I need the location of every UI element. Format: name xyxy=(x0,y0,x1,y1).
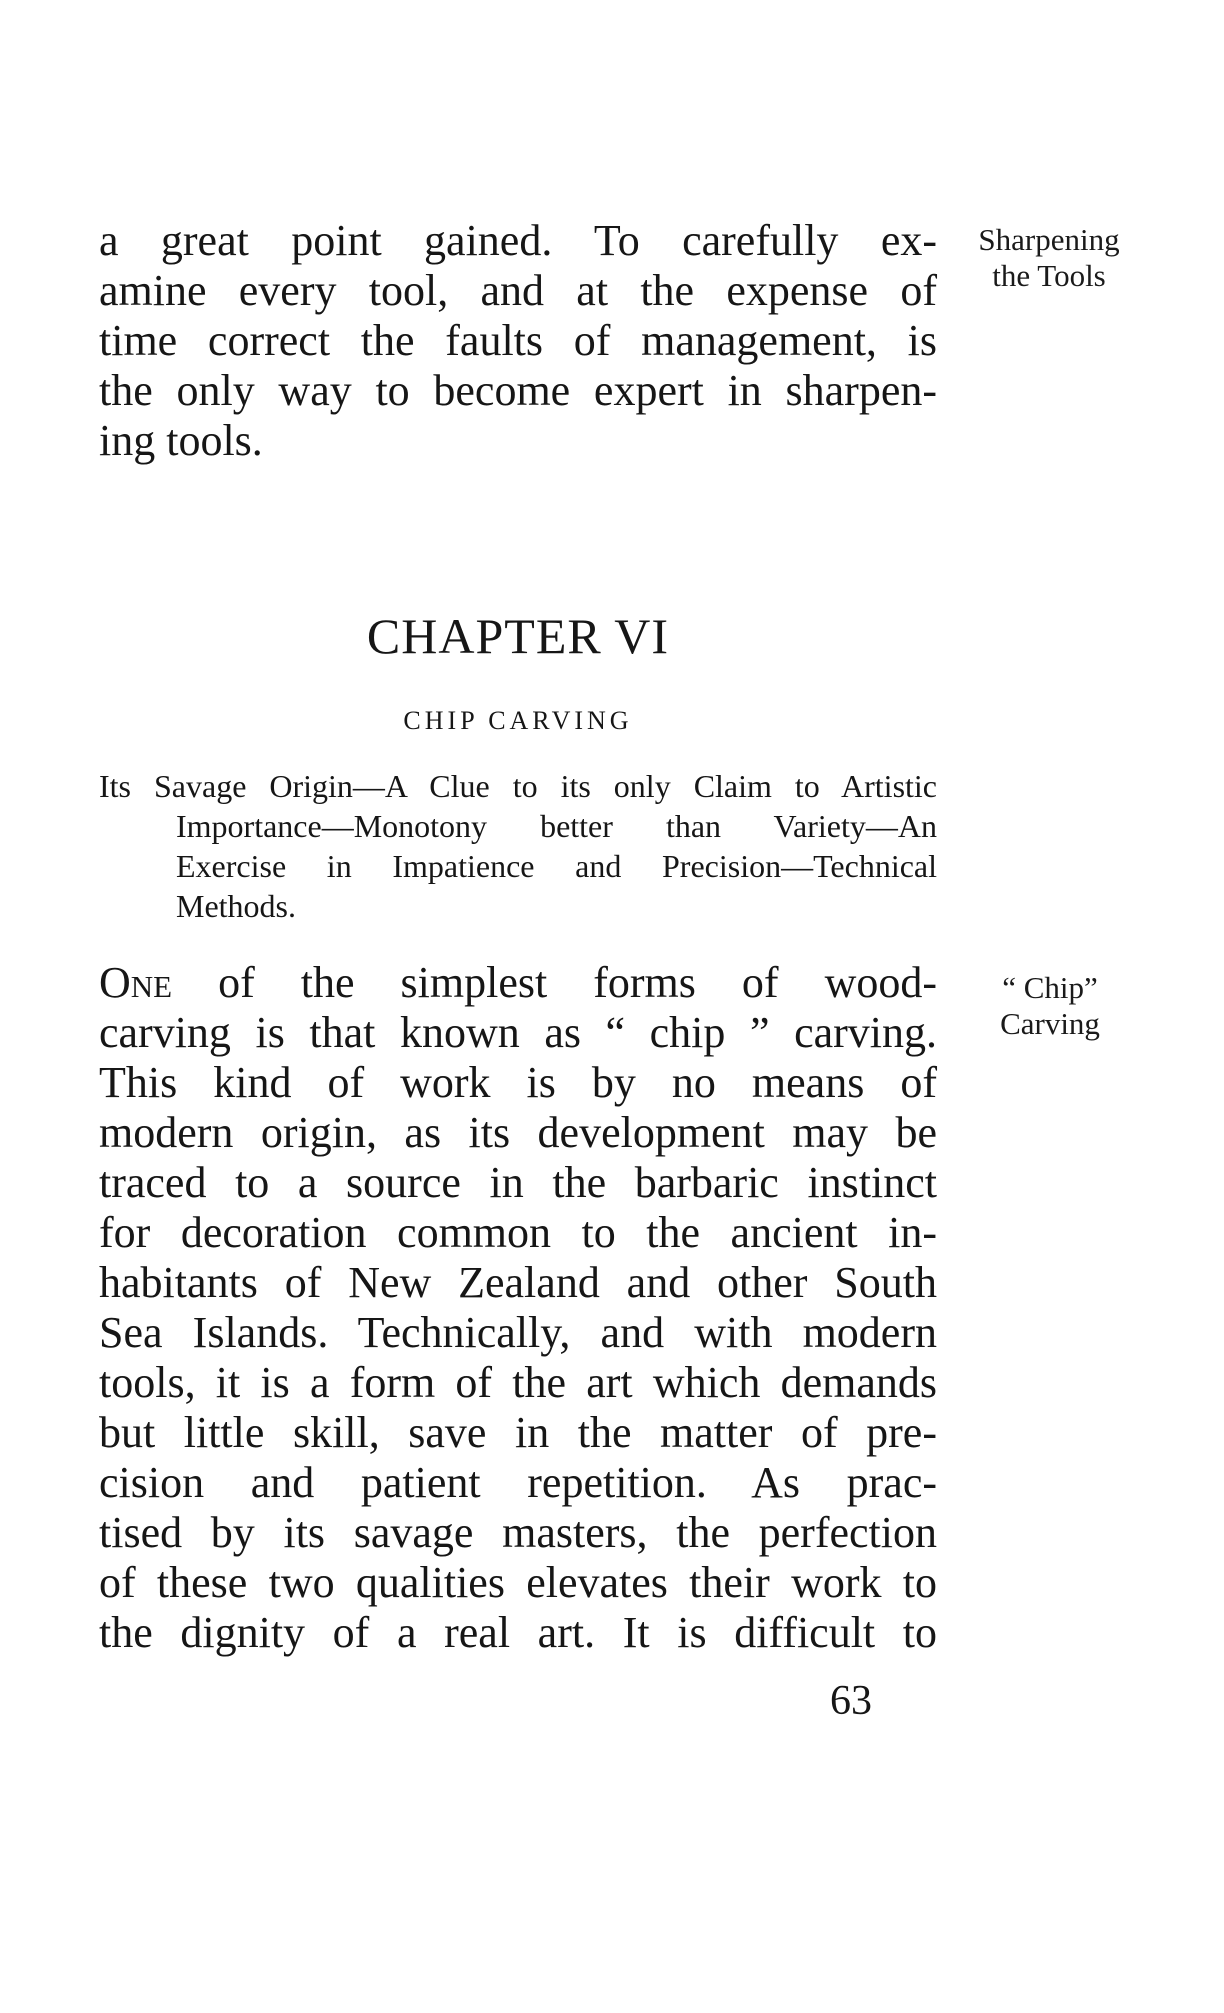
sidenote-line: Sharpening xyxy=(978,222,1120,257)
paragraph-line: This kind of work is by no means of xyxy=(99,1058,937,1107)
chapter-synopsis xyxy=(99,766,937,926)
sidenote-line: the Tools xyxy=(992,258,1106,293)
paragraph-line: habitants of New Zealand and other South xyxy=(99,1258,937,1307)
paragraph-line: cision and patient repetition. As prac- xyxy=(99,1458,937,1507)
sidenote-line: “ Chip” xyxy=(1002,970,1098,1005)
paragraph-line: for decoration common to the ancient in- xyxy=(99,1208,937,1257)
paragraph-first-line xyxy=(99,958,937,1008)
opening-word: One xyxy=(99,958,173,1007)
synopsis-line: Importance—Monotony better than Variety—An xyxy=(176,808,937,844)
paragraph-line: of these two qualities elevates their work to xyxy=(99,1558,937,1607)
paragraph-line: the dignity of a real art. It is difficult to xyxy=(99,1608,937,1657)
paragraph-line: amine every tool, and at the expense of xyxy=(99,266,937,315)
paragraph-line: Sea Islands. Technically, and with modern xyxy=(99,1308,937,1357)
paragraph-line: carving is that known as “ chip ” carving. xyxy=(99,1008,937,1057)
first-line-rest: of the simplest forms of wood- xyxy=(172,958,937,1007)
synopsis-line: Methods. xyxy=(176,888,296,924)
paragraph-line: tools, it is a form of the art which demands xyxy=(99,1358,937,1407)
paragraph-line: time correct the faults of management, is xyxy=(99,316,937,365)
paragraph-line: the only way to become expert in sharpen- xyxy=(99,366,937,415)
paragraph-line: a great point gained. To carefully ex- xyxy=(99,216,937,265)
main-paragraph xyxy=(99,958,937,1658)
top-paragraph xyxy=(99,216,937,466)
sidenote-chip-carving xyxy=(965,970,1135,1042)
page-number: 63 xyxy=(830,1678,872,1724)
paragraph-line: ing tools. xyxy=(99,416,263,465)
paragraph-line: tised by its savage masters, the perfection xyxy=(99,1508,937,1557)
sidenote-sharpening-the-tools xyxy=(954,222,1144,294)
paragraph-line: traced to a source in the barbaric instinct xyxy=(99,1158,937,1207)
paragraph-line: modern origin, as its development may be xyxy=(99,1108,937,1157)
paragraph-line: but little skill, save in the matter of pre- xyxy=(99,1408,937,1457)
chapter-heading: CHAPTER VI xyxy=(366,608,670,664)
chapter-subtitle: CHIP CARVING xyxy=(403,706,633,735)
synopsis-line: Its Savage Origin—A Clue to its only Claim to Artistic xyxy=(99,768,937,804)
sidenote-line: Carving xyxy=(1000,1006,1100,1041)
synopsis-line: Exercise in Impatience and Precision—Technical xyxy=(176,848,937,884)
